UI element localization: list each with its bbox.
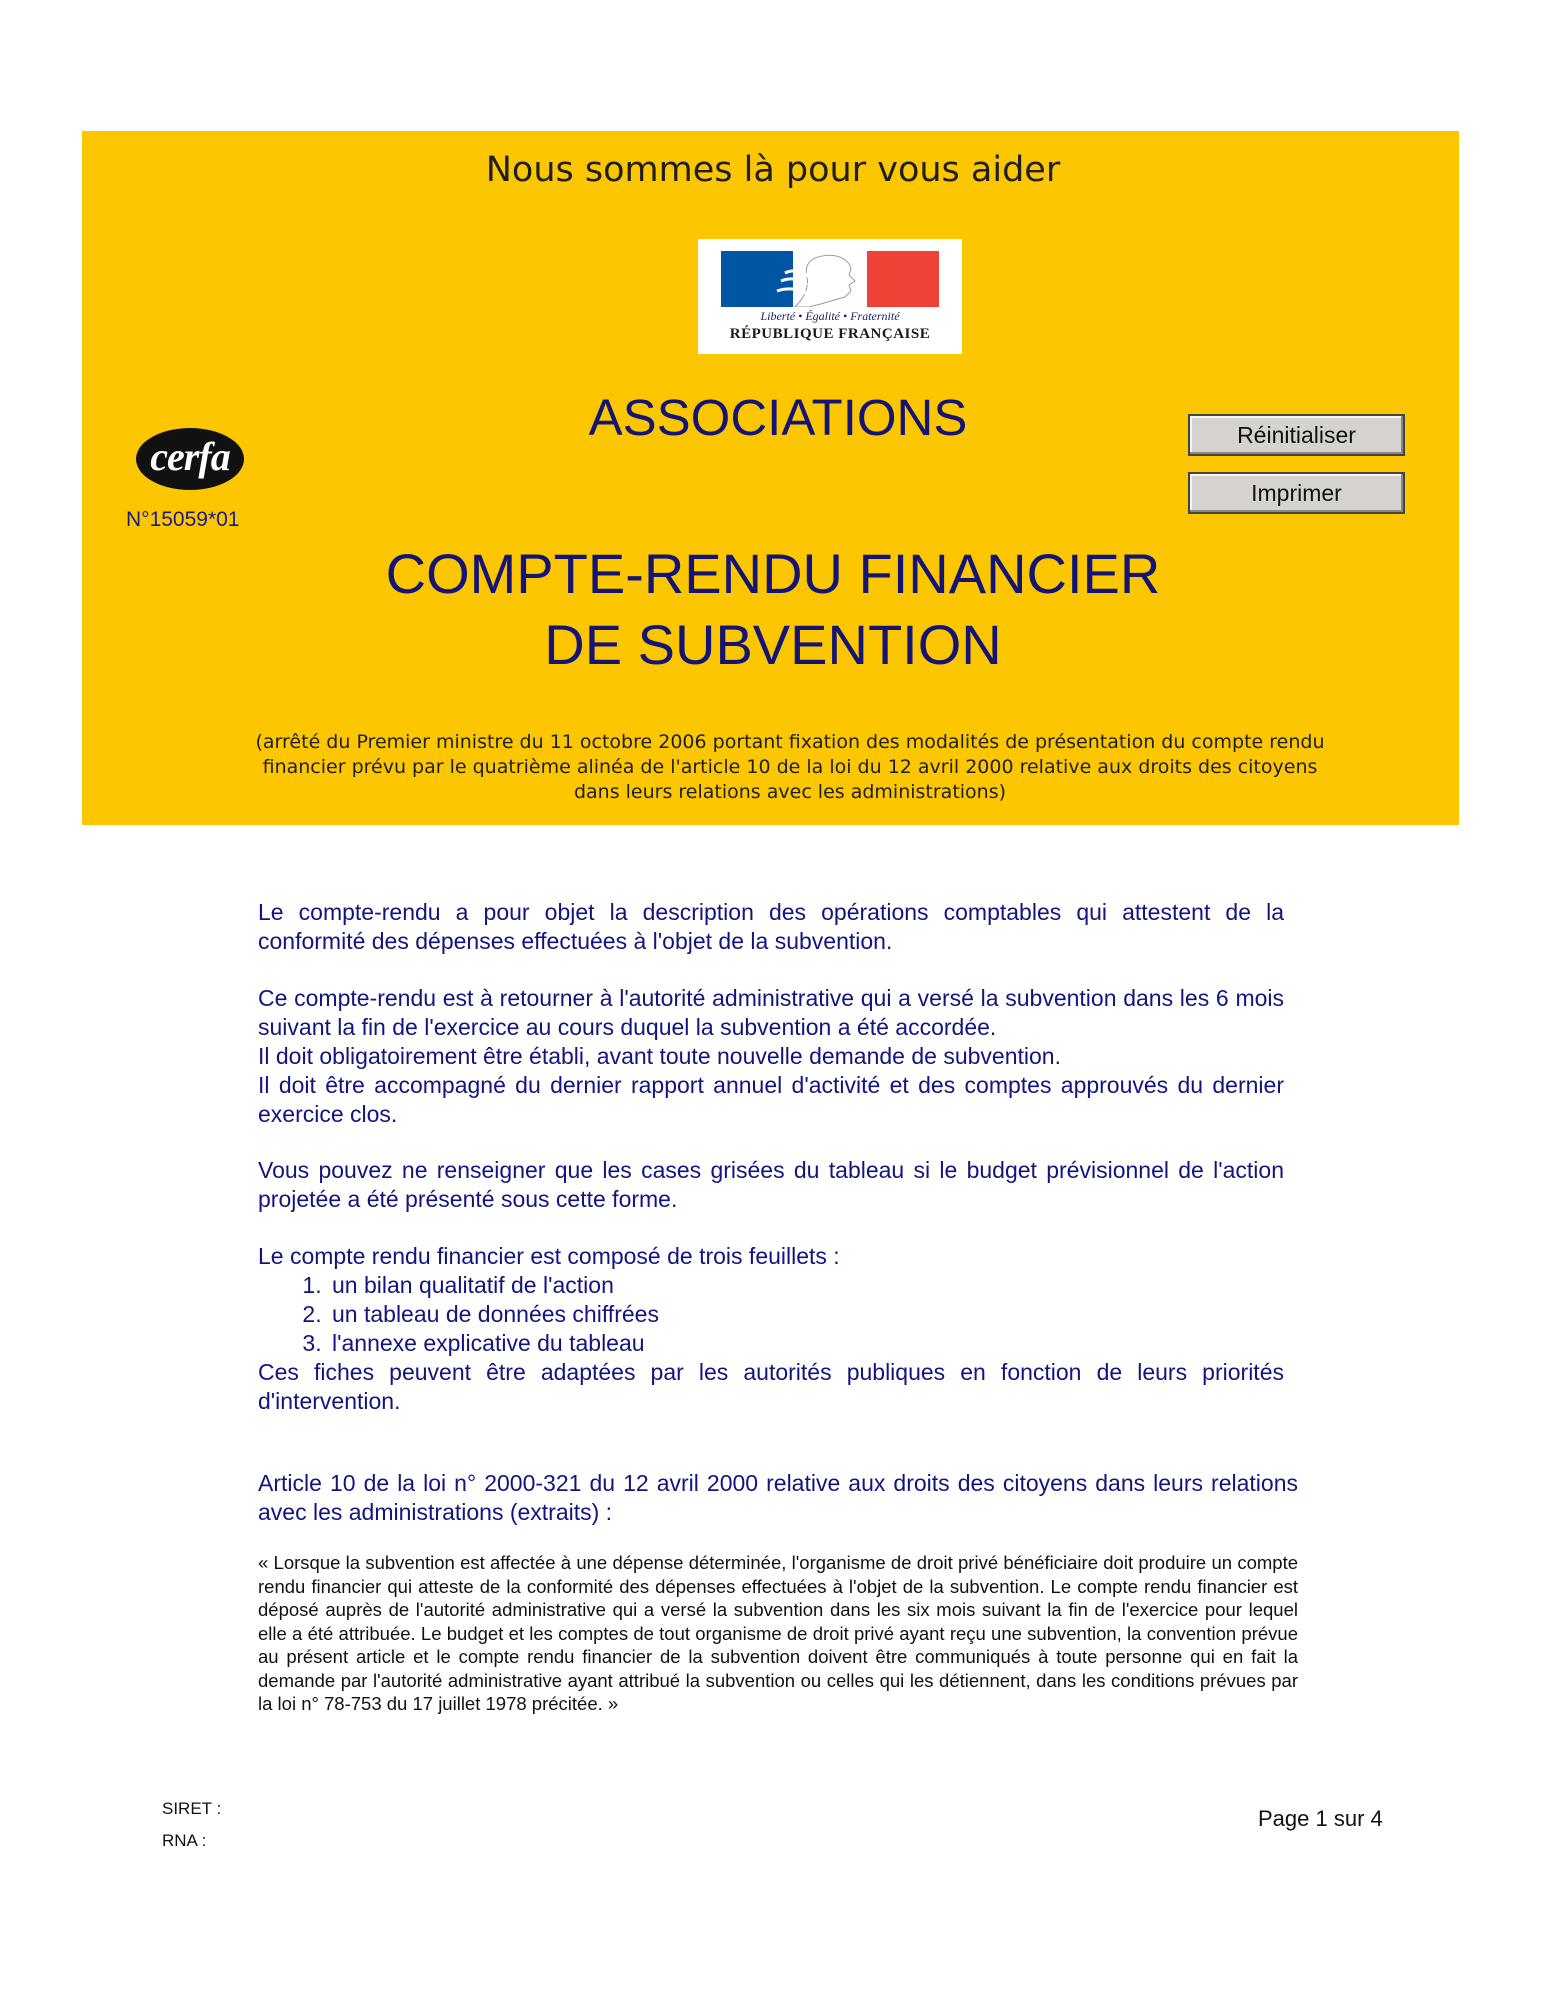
siret-label: SIRET : [162,1799,222,1818]
list-item: 2. un tableau de données chiffrées [328,1300,1284,1329]
page-number: Page 1 sur 4 [1258,1806,1383,1831]
composition-section [258,1242,1284,1416]
rna-label: RNA : [162,1831,207,1850]
cerfa-logo: cerfa [136,428,244,490]
print-button[interactable]: Imprimer [1188,472,1405,514]
return-instructions [258,984,1284,1129]
reset-button[interactable]: Réinitialiser [1188,414,1405,456]
logo-republique-name: RÉPUBLIQUE FRANÇAISE [729,326,931,342]
document-title [0,538,1546,680]
tagline: Nous sommes là pour vous aider [485,150,1061,190]
republique-francaise-logo [698,239,962,354]
law-article-heading: Article 10 de la loi n° 2000-321 du 12 avril 2000 relative aux droits des citoyens dans leurs relations avec les administrations (extraits) : [258,1470,1298,1525]
return-instructions-line-3: Il doit être accompagné du dernier rapport annuel d'activité et des comptes approuvés du dernier exercice clos. [258,1072,1284,1127]
document-title-line-1: COMPTE-RENDU FINANCIER [385,542,1161,605]
return-instructions-line-2: Il doit obligatoirement être établi, avant toute nouvelle demande de subvention. [258,1043,1061,1069]
form-category-heading: ASSOCIATIONS [588,389,968,446]
law-article-quote: « Lorsque la subvention est affectée à une dépense déterminée, l'organisme de droit privé bénéficiaire doit produire un compte rendu financier qui atteste de la conformité des dépenses effectuées à l'objet de la subvention. Le compte rendu financier est déposé auprès de l'autorité administrative qui a versé la subvention dans les six mois suivant la fin de l'exercice pour lequel elle a été attribuée. Le budget et les comptes de tout organisme de droit privé ayant reçu une subvention, la convention prévue au présent article et le compte rendu financier de la subvention doivent être communiqués à toute personne qui en fait la demande par l'autorité administrative ayant attribué la subvention ou celles qui les détiennent, dans les conditions prévues par la loi n° 78-753 du 17 juillet 1978 précitée. » [258,1552,1298,1714]
composition-outro: Ces fiches peuvent être adaptées par les autorités publiques en fonction de leurs priorités d'intervention. [258,1359,1284,1414]
composition-intro: Le compte rendu financier est composé de trois feuillets : [258,1243,840,1269]
logo-motto: Liberté • Égalité • Fraternité [760,309,900,323]
list-item: 1. un bilan qualitatif de l'action [328,1271,1284,1300]
intro-paragraph: Le compte-rendu a pour objet la description des opérations comptables qui attestent de la conformité des dépenses effectuées à l'objet de la subvention. [258,899,1284,954]
arrete-reference: (arrêté du Premier ministre du 11 octobre 2006 portant fixation des modalités de présentation du compte rendu financier prévu par le quatrième alinéa de l'article 10 de la loi du 12 avril 2000 relative aux droits des citoyens dans leurs relations avec les administrations) [255,731,1325,803]
document-title-line-2: DE SUBVENTION [544,613,1002,676]
sheet-list [258,1271,1284,1358]
cerfa-number: N°15059*01 [126,508,240,531]
grey-cells-paragraph: Vous pouvez ne renseigner que les cases grisées du tableau si le budget prévisionnel de l'action projetée a été présenté sous cette forme. [258,1157,1284,1212]
return-instructions-line-1: Ce compte-rendu est à retourner à l'autorité administrative qui a versé la subvention dans les 6 mois suivant la fin de l'exercice au cours duquel la subvention a été accordée. [258,985,1284,1040]
list-item: 3. l'annexe explicative du tableau [328,1329,1284,1358]
marianne-flag-icon [721,251,939,307]
